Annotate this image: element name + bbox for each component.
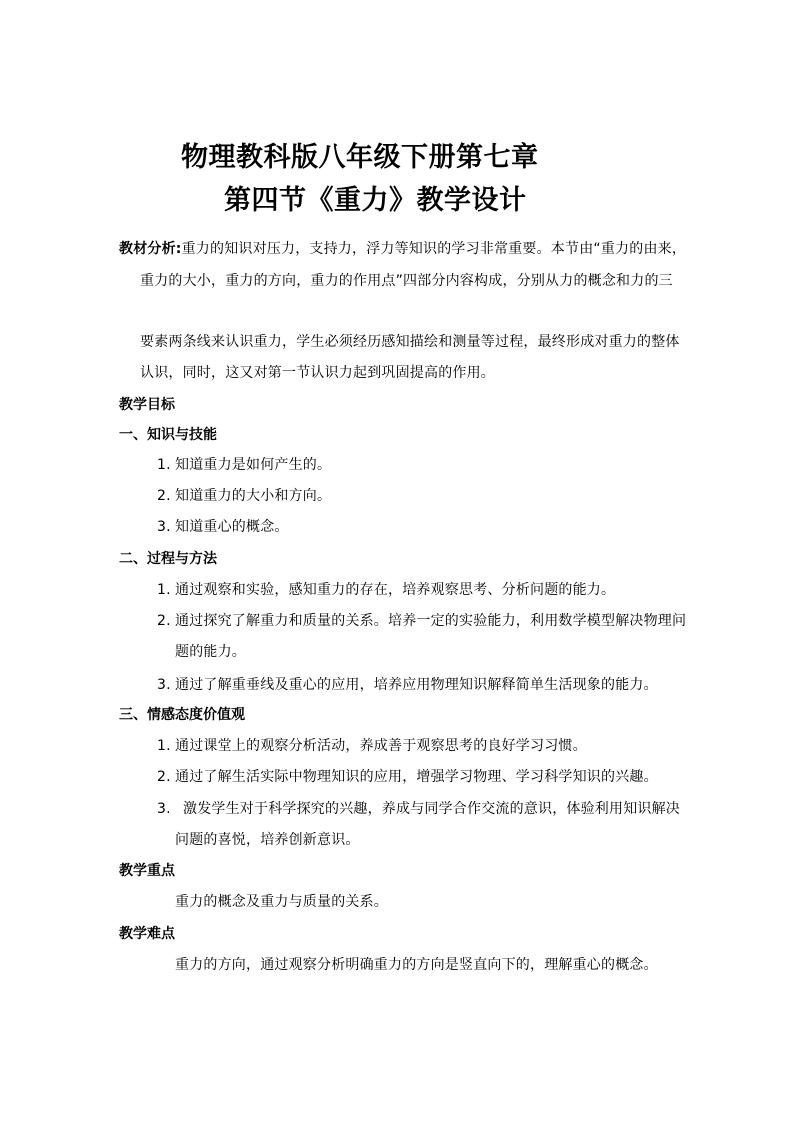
item-text: 通过探究了解重力和质量的关系。培养一定的实验能力，利用数学模型解决物理问 xyxy=(175,613,687,629)
section1-heading: 一、知识与技能 xyxy=(119,427,217,443)
section2-item-1 xyxy=(157,580,615,600)
item-text: 通过观察和实验，感知重力的存在，培养观察思考、分析问题的能力。 xyxy=(175,582,616,598)
item-number: 3. xyxy=(157,801,171,817)
section2-item-2 xyxy=(157,611,686,631)
analysis-text-line1: 重力的知识对压力，支持力，浮力等知识的学习非常重要。本节由“重力的由来， xyxy=(181,241,687,257)
analysis-line4: 认识，同时，这又对第一节认识力起到巩固提高的作用。 xyxy=(140,365,495,381)
section1-item-2 xyxy=(157,486,331,506)
item-text: 通过了解生活实际中物理知识的应用，增强学习物理、学习科学知识的兴趣。 xyxy=(175,769,658,785)
analysis-line1 xyxy=(119,232,686,266)
document-title-line2: 第四节《重力》教学设计 xyxy=(224,185,527,216)
section3-item-3 xyxy=(157,799,680,819)
section1-item-3 xyxy=(157,517,289,537)
item-text: 通过课堂上的观察分析活动，养成善于观察思考的良好学习习惯。 xyxy=(175,738,587,754)
key-points-text: 重力的概念及重力与质量的关系。 xyxy=(175,894,388,910)
item-text: 激发学生对于科学探究的兴趣，养成与同学合作交流的意识，体验利用知识解决 xyxy=(183,801,680,817)
goals-heading: 教学目标 xyxy=(119,397,175,413)
analysis-line3: 要素两条线来认识重力，学生必须经历感知描绘和测量等过程，最终形成对重力的整体 xyxy=(140,334,680,350)
section2-item-2-continued: 题的能力。 xyxy=(175,644,246,660)
item-text: 通过了解重垂线及重心的应用，培养应用物理知识解释简单生活现象的能力。 xyxy=(175,677,658,693)
section3-item-1 xyxy=(157,736,587,756)
section3-item-2 xyxy=(157,767,658,787)
item-text: 知道重心的概念。 xyxy=(175,519,289,535)
analysis-line2: 重力的大小，重力的方向，重力的作用点”四部分内容构成，分别从力的概念和力的三 xyxy=(140,273,673,289)
analysis-label: 教材分析: xyxy=(119,241,182,257)
item-number: 2. xyxy=(157,613,171,629)
section3-item-3-continued: 问题的喜悦，培养创新意识。 xyxy=(175,832,360,848)
item-number: 2. xyxy=(157,488,171,504)
section2-heading: 二、过程与方法 xyxy=(119,551,217,567)
item-text: 知道重力是如何产生的。 xyxy=(175,457,332,473)
section1-item-1 xyxy=(157,455,331,475)
section2-item-3 xyxy=(157,675,658,695)
section3-heading: 三、情感态度价值观 xyxy=(119,707,245,723)
document-title-line1: 物理教科版八年级下册第七章 xyxy=(181,142,539,173)
item-number: 1. xyxy=(157,457,171,473)
key-points-heading: 教学重点 xyxy=(119,863,175,879)
difficulties-heading: 教学难点 xyxy=(119,926,175,942)
item-number: 3. xyxy=(157,519,171,535)
item-text: 知道重力的大小和方向。 xyxy=(175,488,332,504)
item-number: 2. xyxy=(157,769,171,785)
difficulties-text: 重力的方向，通过观察分析明确重力的方向是竖直向下的，理解重心的概念。 xyxy=(175,957,658,973)
item-number: 1. xyxy=(157,582,171,598)
item-number: 3. xyxy=(157,677,171,693)
item-number: 1. xyxy=(157,738,171,754)
